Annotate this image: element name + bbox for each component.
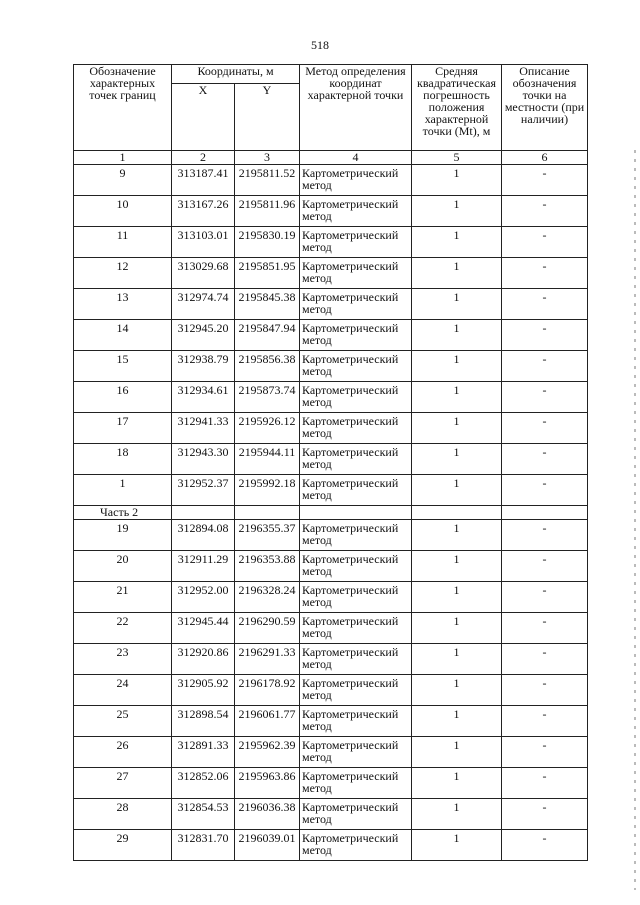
point-id: 12: [74, 258, 172, 289]
header-coordinates: Координаты, м: [172, 65, 300, 84]
table-row: [74, 413, 588, 444]
table-row: [74, 196, 588, 227]
table-row: [74, 444, 588, 475]
point-id: 18: [74, 444, 172, 475]
table-row: [74, 165, 588, 196]
coord-x: 312831.70: [172, 830, 235, 861]
coord-x: 312898.54: [172, 706, 235, 737]
method-cell: Картометрический метод: [300, 737, 412, 768]
coord-x: 312911.29: [172, 551, 235, 582]
mt-cell: 1: [412, 737, 502, 768]
method-cell: Картометрический метод: [300, 799, 412, 830]
coord-x: 313103.01: [172, 227, 235, 258]
coord-y: 2195856.38: [235, 351, 300, 382]
point-id: 11: [74, 227, 172, 258]
description-cell: -: [502, 320, 588, 351]
point-id: 25: [74, 706, 172, 737]
point-id: 1: [74, 475, 172, 506]
method-cell: Картометрический метод: [300, 227, 412, 258]
mt-cell: 1: [412, 258, 502, 289]
description-cell: -: [502, 830, 588, 861]
table-row: [74, 475, 588, 506]
table-row: [74, 582, 588, 613]
method-cell: Картометрический метод: [300, 320, 412, 351]
empty-cell: [172, 506, 235, 520]
description-cell: -: [502, 196, 588, 227]
description-cell: -: [502, 520, 588, 551]
table-row: [74, 768, 588, 799]
header-method: Метод определения координат характерной точки: [300, 65, 412, 151]
point-id: 13: [74, 289, 172, 320]
method-cell: Картометрический метод: [300, 551, 412, 582]
description-cell: -: [502, 799, 588, 830]
mt-cell: 1: [412, 520, 502, 551]
coord-y: 2196039.01: [235, 830, 300, 861]
table-row: [74, 675, 588, 706]
description-cell: -: [502, 737, 588, 768]
coord-x: 312952.37: [172, 475, 235, 506]
coord-y: 2196061.77: [235, 706, 300, 737]
point-id: 17: [74, 413, 172, 444]
mt-cell: 1: [412, 444, 502, 475]
coord-y: 2195963.86: [235, 768, 300, 799]
column-number: 4: [300, 151, 412, 165]
table-row: [74, 737, 588, 768]
column-number: 6: [502, 151, 588, 165]
description-cell: -: [502, 289, 588, 320]
method-cell: Картометрический метод: [300, 644, 412, 675]
coord-y: 2195944.11: [235, 444, 300, 475]
header-y: Y: [235, 84, 300, 151]
coord-x: 312974.74: [172, 289, 235, 320]
description-cell: -: [502, 706, 588, 737]
column-number-row: [74, 151, 588, 165]
mt-cell: 1: [412, 351, 502, 382]
header-mean-square-error: Средняя квадратическая погрешность положения характерной точки (Mt), м: [412, 65, 502, 151]
table-row: [74, 520, 588, 551]
method-cell: Картометрический метод: [300, 382, 412, 413]
header-description: Описание обозначения точки на местности (при наличии): [502, 65, 588, 151]
empty-cell: [502, 506, 588, 520]
description-cell: -: [502, 582, 588, 613]
mt-cell: 1: [412, 165, 502, 196]
description-cell: -: [502, 475, 588, 506]
description-cell: -: [502, 165, 588, 196]
table-row: [74, 289, 588, 320]
empty-cell: [412, 506, 502, 520]
empty-cell: [235, 506, 300, 520]
description-cell: -: [502, 644, 588, 675]
method-cell: Картометрический метод: [300, 289, 412, 320]
method-cell: Картометрический метод: [300, 768, 412, 799]
method-cell: Картометрический метод: [300, 475, 412, 506]
mt-cell: 1: [412, 613, 502, 644]
description-cell: -: [502, 768, 588, 799]
coord-y: 2196290.59: [235, 613, 300, 644]
coord-x: 312941.33: [172, 413, 235, 444]
point-id: 22: [74, 613, 172, 644]
table-row: [74, 320, 588, 351]
point-id: 14: [74, 320, 172, 351]
coord-y: 2196178.92: [235, 675, 300, 706]
mt-cell: 1: [412, 227, 502, 258]
column-number: 2: [172, 151, 235, 165]
description-cell: -: [502, 444, 588, 475]
coord-x: 312905.92: [172, 675, 235, 706]
coord-x: 313187.41: [172, 165, 235, 196]
description-cell: -: [502, 227, 588, 258]
mt-cell: 1: [412, 551, 502, 582]
coord-x: 312943.30: [172, 444, 235, 475]
mt-cell: 1: [412, 382, 502, 413]
point-id: 27: [74, 768, 172, 799]
table-row: [74, 830, 588, 861]
method-cell: Картометрический метод: [300, 351, 412, 382]
point-id: 21: [74, 582, 172, 613]
mt-cell: 1: [412, 706, 502, 737]
point-id: 9: [74, 165, 172, 196]
coord-x: 313167.26: [172, 196, 235, 227]
method-cell: Картометрический метод: [300, 830, 412, 861]
description-cell: -: [502, 613, 588, 644]
description-cell: -: [502, 351, 588, 382]
mt-cell: 1: [412, 799, 502, 830]
point-id: 15: [74, 351, 172, 382]
column-number: 1: [74, 151, 172, 165]
header-point-designation: Обозначение характерных точек границ: [74, 65, 172, 151]
coord-y: 2196328.24: [235, 582, 300, 613]
point-id: 16: [74, 382, 172, 413]
method-cell: Картометрический метод: [300, 444, 412, 475]
coord-y: 2195873.74: [235, 382, 300, 413]
point-id: 23: [74, 644, 172, 675]
empty-cell: [300, 506, 412, 520]
point-id: 10: [74, 196, 172, 227]
table-row: [74, 382, 588, 413]
mt-cell: 1: [412, 582, 502, 613]
description-cell: -: [502, 258, 588, 289]
mt-cell: 1: [412, 475, 502, 506]
method-cell: Картометрический метод: [300, 196, 412, 227]
mt-cell: 1: [412, 644, 502, 675]
coord-y: 2196291.33: [235, 644, 300, 675]
coord-x: 312852.06: [172, 768, 235, 799]
mt-cell: 1: [412, 196, 502, 227]
coordinates-table: [73, 64, 588, 861]
table-row: [74, 613, 588, 644]
point-id: 19: [74, 520, 172, 551]
mt-cell: 1: [412, 413, 502, 444]
mt-cell: 1: [412, 289, 502, 320]
coord-y: 2195845.38: [235, 289, 300, 320]
point-id: 26: [74, 737, 172, 768]
column-number: 3: [235, 151, 300, 165]
coord-y: 2195811.52: [235, 165, 300, 196]
description-cell: -: [502, 551, 588, 582]
coord-y: 2195847.94: [235, 320, 300, 351]
part-row: [74, 506, 588, 520]
coord-x: 312854.53: [172, 799, 235, 830]
coord-y: 2196036.38: [235, 799, 300, 830]
coord-y: 2195811.96: [235, 196, 300, 227]
mt-cell: 1: [412, 768, 502, 799]
table-row: [74, 227, 588, 258]
description-cell: -: [502, 675, 588, 706]
point-id: 24: [74, 675, 172, 706]
table-row: [74, 551, 588, 582]
table-row: [74, 351, 588, 382]
table-row: [74, 706, 588, 737]
point-id: 29: [74, 830, 172, 861]
point-id: 28: [74, 799, 172, 830]
method-cell: Картометрический метод: [300, 613, 412, 644]
method-cell: Картометрический метод: [300, 675, 412, 706]
coord-y: 2196353.88: [235, 551, 300, 582]
coord-x: 312952.00: [172, 582, 235, 613]
mt-cell: 1: [412, 830, 502, 861]
coord-x: 312920.86: [172, 644, 235, 675]
part-label: Часть 2: [74, 506, 172, 520]
method-cell: Картометрический метод: [300, 413, 412, 444]
coord-y: 2196355.37: [235, 520, 300, 551]
coord-y: 2195830.19: [235, 227, 300, 258]
coord-x: 312894.08: [172, 520, 235, 551]
description-cell: -: [502, 382, 588, 413]
mt-cell: 1: [412, 675, 502, 706]
method-cell: Картометрический метод: [300, 706, 412, 737]
method-cell: Картометрический метод: [300, 582, 412, 613]
page-number: 518: [311, 38, 329, 52]
coord-y: 2195851.95: [235, 258, 300, 289]
coord-x: 312891.33: [172, 737, 235, 768]
point-id: 20: [74, 551, 172, 582]
coord-x: 312934.61: [172, 382, 235, 413]
scan-edge-artifact: [634, 150, 636, 890]
table-row: [74, 258, 588, 289]
method-cell: Картометрический метод: [300, 165, 412, 196]
column-number: 5: [412, 151, 502, 165]
table-row: [74, 799, 588, 830]
coord-y: 2195926.12: [235, 413, 300, 444]
method-cell: Картометрический метод: [300, 520, 412, 551]
coord-x: 312945.20: [172, 320, 235, 351]
coord-x: 312938.79: [172, 351, 235, 382]
coord-y: 2195992.18: [235, 475, 300, 506]
description-cell: -: [502, 413, 588, 444]
table-row: [74, 644, 588, 675]
coord-x: 313029.68: [172, 258, 235, 289]
coord-y: 2195962.39: [235, 737, 300, 768]
header-x: X: [172, 84, 235, 151]
coord-x: 312945.44: [172, 613, 235, 644]
mt-cell: 1: [412, 320, 502, 351]
method-cell: Картометрический метод: [300, 258, 412, 289]
